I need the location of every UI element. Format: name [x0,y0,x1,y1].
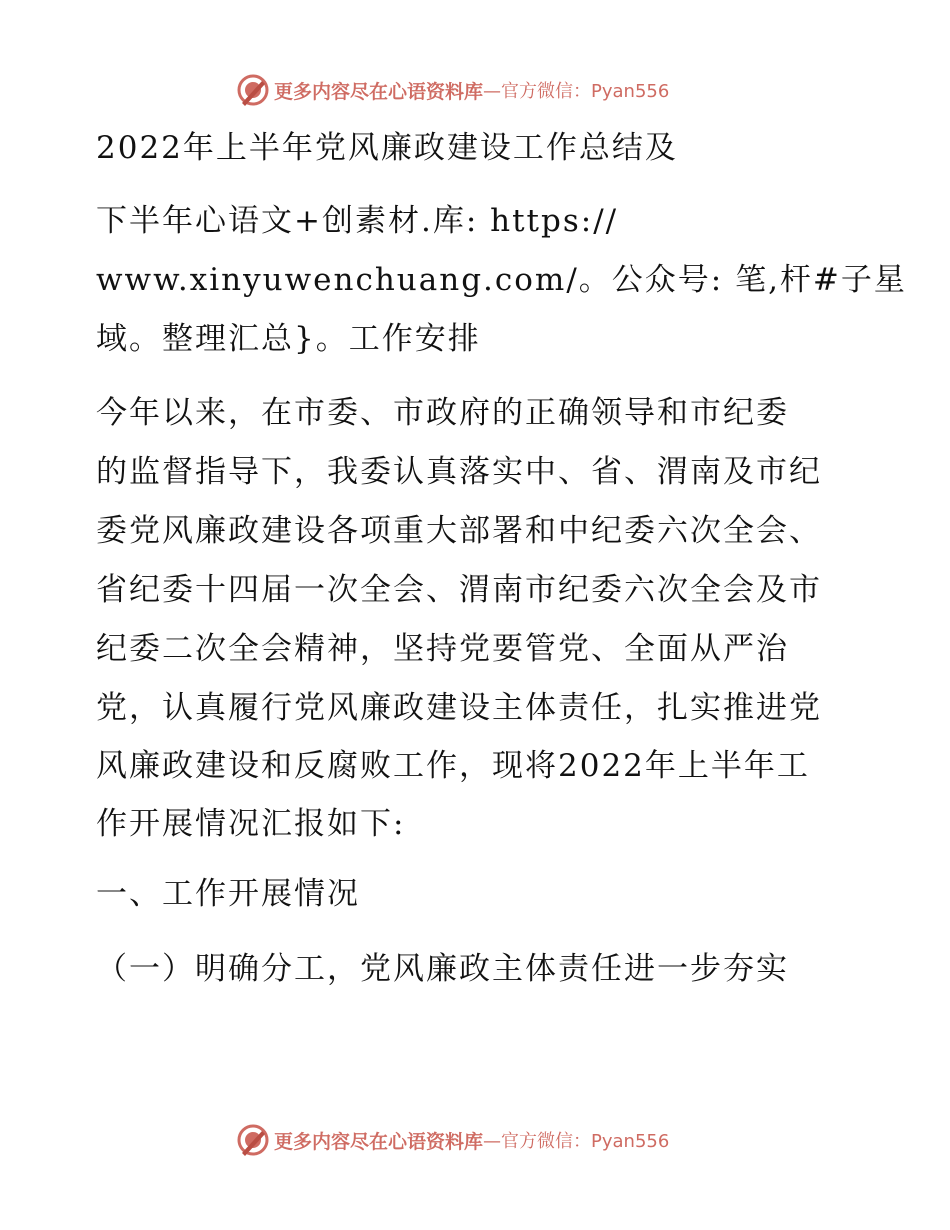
body-line: 风廉政建设和反腐败工作，现将2022年上半年工 [96,748,810,784]
watermark-footer [236,1122,669,1158]
watermark-site-text: 更多内容尽在心语资料库 [274,1130,484,1153]
watermark-wechat-text: —官方微信：Pyan556 [483,81,670,102]
body-line: 的监督指导下，我委认真落实中、省、渭南及市纪 [96,454,822,490]
body-line: 省纪委十四届一次全会、渭南市纪委六次全会及市 [96,572,822,608]
body-line: 委党风廉政建设各项重大部署和中纪委六次全会、 [96,513,822,549]
watermark-header [236,72,669,108]
watermark-wechat-text: —官方微信：Pyan556 [483,1131,670,1152]
pen-seal-logo-icon [236,1123,270,1157]
subsection-heading: （一）明确分工，党风廉政主体责任进一步夯实 [96,951,789,987]
watermark-site-text: 更多内容尽在心语资料库 [274,80,484,103]
pen-seal-logo-icon [236,73,270,107]
title-line-4: 域。整理汇总}。工作安排 [96,321,481,357]
body-line: 作开展情况汇报如下: [96,806,406,842]
body-line: 纪委二次全会精神，坚持党要管党、全面从严治 [96,631,789,667]
body-line: 今年以来，在市委、市政府的正确领导和市纪委 [96,395,789,431]
title-line-1: 2022年上半年党风廉政建设工作总结及 [96,130,678,166]
title-line-3: www.xinyuwenchuang.com/。公众号: 笔,杆#子星 [96,262,907,298]
section-heading: 一、工作开展情况 [96,876,360,912]
body-line: 党，认真履行党风廉政建设主体责任，扎实推进党 [96,690,822,726]
title-line-2: 下半年心语文+创素材.库: https:// [96,203,619,239]
